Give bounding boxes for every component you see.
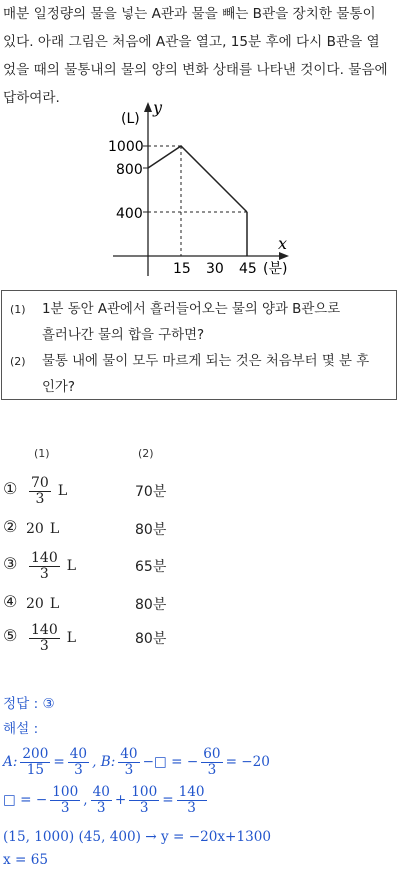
choice-mark: ⑤: [3, 626, 18, 645]
choice-answer-1: $\frac{70}{3}$ L: [31, 474, 68, 507]
choice-answer-2: 65분: [135, 559, 167, 575]
y-tick-label: 400: [116, 206, 143, 222]
choice-header-1: (1): [34, 447, 50, 460]
water-volume-graph: [0, 0, 400, 290]
choice-answer-2: 70분: [135, 484, 167, 500]
x-unit-label: (분): [263, 261, 288, 277]
water-volume-line: [148, 146, 247, 212]
explanation-line-4: x = 65: [3, 852, 48, 868]
fraction: $\frac{70}{3}$: [31, 474, 49, 507]
x-tick-label: 15: [173, 261, 191, 277]
choice-answer-2: 80분: [135, 631, 167, 647]
problem-line: 었을 때의 물통내의 물의 양의 변화 상태를 나타낸 것이다. 물음에: [3, 62, 388, 78]
explanation-label: 해설 :: [3, 721, 39, 737]
choice-5[interactable]: [0, 618, 400, 658]
question-2: [10, 349, 388, 401]
choice-2[interactable]: [0, 509, 400, 549]
y-var-label: y: [153, 98, 163, 117]
y-tick-label: 800: [116, 162, 143, 178]
answer-label: 정답 : ③: [3, 696, 55, 712]
question-line: 인가?: [42, 380, 75, 395]
y-axis-arrow: [144, 102, 152, 112]
x-var-label: x: [278, 234, 288, 253]
choice-answer-1: 20 L: [26, 596, 60, 612]
explanation-line-2: □ = − $\frac{100}{3}$ , $\frac{40}{3}$ + $\frac{100}{3}$ = $\frac{140}{3}$: [3, 783, 205, 816]
explanation-line-3: (15, 1000) (45, 400) → y = −20x+1300: [3, 829, 272, 845]
x-tick-label: 30: [206, 261, 224, 277]
choice-answer-1: $\frac{140}{3}$ L: [31, 621, 77, 654]
x-axis-arrow: [279, 252, 289, 260]
question-box: [1, 290, 397, 400]
problem-line: 있다. 아래 그림은 처음에 A관을 열고, 15분 후에 다시 B관을 열: [3, 34, 380, 50]
fraction: $\frac{140}{3}$: [31, 549, 58, 582]
choice-answer-2: 80분: [135, 522, 167, 538]
choice-3[interactable]: [0, 546, 400, 586]
choice-answer-2: 80분: [135, 597, 167, 613]
choice-mark: ②: [3, 517, 18, 536]
choice-header-2: (2): [138, 447, 154, 460]
question-number: (1): [10, 303, 26, 316]
question-line: 물통 내에 물이 모두 마르게 되는 것은 처음부터 몇 분 후: [42, 354, 370, 369]
choice-mark: ③: [3, 554, 18, 573]
question-line: 1분 동안 A관에서 흘러들어오는 물의 양과 B관으로: [42, 302, 341, 317]
problem-line: 매분 일정량의 물을 넣는 A관과 물을 빼는 B관을 장치한 물통이: [3, 6, 376, 22]
choice-answer-1: $\frac{140}{3}$ L: [31, 549, 77, 582]
choice-mark: ①: [3, 479, 18, 498]
fraction: $\frac{140}{3}$: [31, 621, 58, 654]
question-number: (2): [10, 355, 26, 368]
question-1: [10, 297, 388, 349]
problem-line: 답하여라.: [3, 90, 60, 106]
choice-mark: ④: [3, 592, 18, 611]
question-line: 흘러나간 물의 합을 구하면?: [42, 328, 205, 343]
y-unit-label: (L): [121, 111, 140, 127]
choice-answer-1: 20 L: [26, 521, 60, 537]
x-tick-label: 45: [239, 261, 257, 277]
choice-1[interactable]: [0, 471, 400, 511]
explanation-line-1: A: $\frac{200}{15}$ = $\frac{40}{3}$ , B: $\frac{40}{3}$ −□ = − $\frac{60}{3}$ = −20: [3, 745, 270, 778]
y-tick-label: 1000: [108, 139, 144, 155]
